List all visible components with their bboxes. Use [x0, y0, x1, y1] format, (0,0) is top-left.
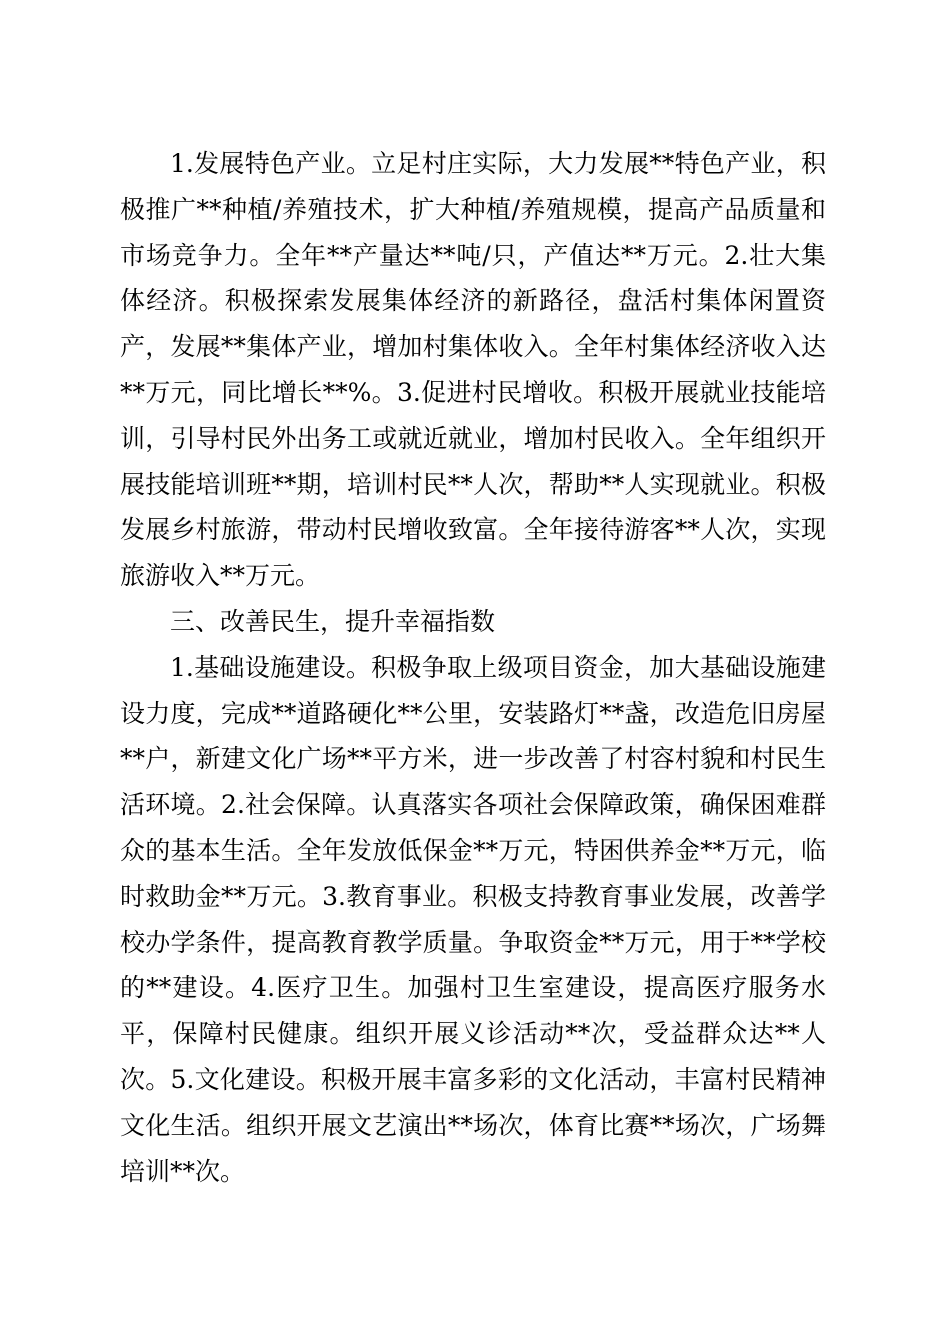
document-body [120, 141, 826, 1194]
paragraph-livelihood: 1.基础设施建设。积极争取上级项目资金，加大基础设施建设力度，完成**道路硬化**公里，安装路灯**盏，改造危旧房屋**户，新建文化广场**平方米，进一步改善了村容村貌和村民生活环境。2.社会保障。认真落实各项社会保障政策，确保困难群众的基本生活。全年发放低保金**万元，特困供养金**万元，临时救助金**万元。3.教育事业。积极支持教育事业发展，改善学校办学条件，提高教育教学质量。争取资金**万元，用于**学校的**建设。4.医疗卫生。加强村卫生室建设，提高医疗服务水平，保障村民健康。组织开展义诊活动**次，受益群众达**人次。5.文化建设。积极开展丰富多彩的文化活动，丰富村民精神文化生活。组织开展文艺演出**场次，体育比赛**场次，广场舞培训**次。 [120, 652, 826, 1186]
section-heading-improve-livelihood: 三、改善民生，提升幸福指数 [170, 606, 496, 636]
paragraph-economic-development: 1.发展特色产业。立足村庄实际，大力发展**特色产业，积极推广**种植/养殖技术，扩大种植/养殖规模，提高产品质量和市场竞争力。全年**产量达**吨/只，产值达**万元。2.壮大集体经济。积极探索发展集体经济的新路径，盘活村集体闲置资产，发展**集体产业，增加村集体收入。全年村集体经济收入达**万元，同比增长**%。3.促进村民增收。积极开展就业技能培训，引导村民外出务工或就近就业，增加村民收入。全年组织开展技能培训班**期，培训村民**人次，帮助**人实现就业。积极发展乡村旅游，带动村民增收致富。全年接待游客**人次，实现旅游收入**万元。 [120, 149, 826, 591]
